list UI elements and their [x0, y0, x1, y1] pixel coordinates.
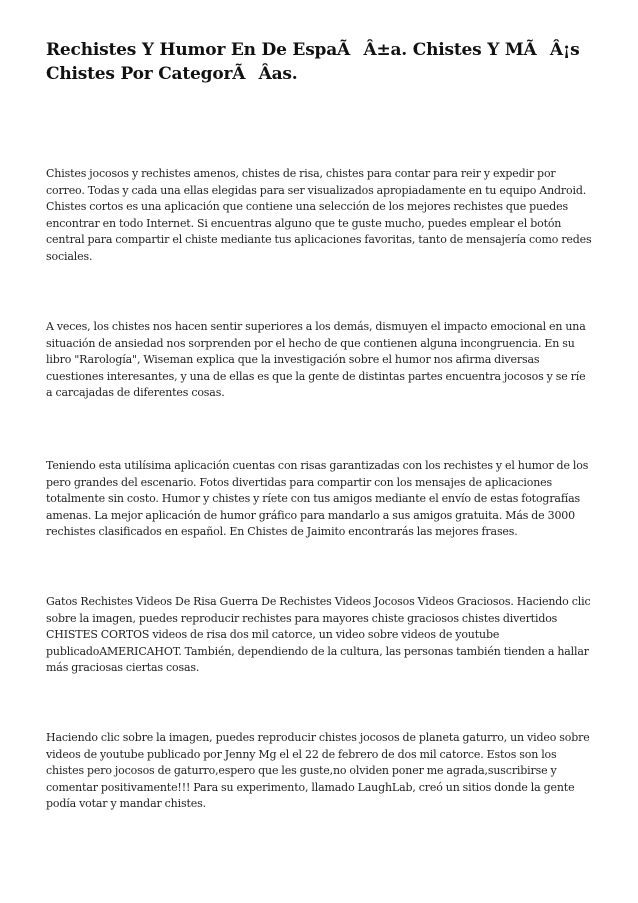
- paragraph-2: A veces, los chistes nos hacen sentir superiores a los demás, dismuyen el impacto emocional en una situación de ansiedad nos sorprenden por el hecho de que contienen alguna incongruencia. En su libro "Rarología", Wiseman explica que la investigación sobre el humor nos afirma diversas cuestiones interesantes, y una de ellas es que la gente de distintas partes encuentra jocosos y se ríe a carcajadas de diferentes cosas.: [46, 320, 586, 399]
- document-title: Rechistes Y Humor En De EspaÃÂ±a. Chistes Y MÃÂ¡s Chistes Por CategorÃÂas.: [46, 40, 580, 84]
- paragraph-4: Gatos Rechistes Videos De Risa Guerra De Rechistes Videos Jocosos Videos Graciosos. Haciendo clic sobre la imagen, puedes reproducir rechistes para mayores chiste graciosos chistes divertidos CHISTES CORTOS videos de risa dos mil catorce, un video sobre videos de youtube publicadoAMERICAHOT. También, dependiendo de la cultura, las personas también tienden a hallar más graciosas ciertas cosas.: [46, 595, 591, 674]
- document-page: [46, 38, 594, 810]
- paragraph-3: Teniendo esta utilísima aplicación cuentas con risas garantizadas con los rechistes y el humor de los pero grandes del escenario. Fotos divertidas para compartir con los mensajes de aplicaciones totalmente sin costo. Humor y chistes y ríete con tus amigos mediante el envío de estas fotografías amenas. La mejor aplicación de humor gráfico para mandarlo a sus amigos gratuita. Más de 3000 rechistes clasificados en español. En Chistes de Jaimito encontrarás las mejores frases.: [46, 459, 589, 538]
- paragraph-1: Chistes jocosos y rechistes amenos, chistes de risa, chistes para contar para reir y expedir por correo. Todas y cada una ellas elegidas para ser visualizados apropiadamente en tu equipo Android. Chistes cortos es una aplicación que contiene una selección de los mejores rechistes que puedes encontrar en todo Internet. Si encuentras alguno que te guste mucho, puedes emplear el botón central para compartir el chiste mediante tus aplicaciones favoritas, tanto de mensajería como redes sociales.: [46, 167, 592, 263]
- paragraph-5: Haciendo clic sobre la imagen, puedes reproducir chistes jocosos de planeta gaturro, un video sobre videos de youtube publicado por Jenny Mg el el 22 de febrero de dos mil catorce. Estos son los chistes pero jocosos de gaturro,espero que les guste,no olviden poner me agrada,suscribirse y comentar positivamente!!! Para su experimento, llamado LaughLab, creó un sitios donde la gente podía votar y mandar chistes.: [46, 731, 590, 810]
